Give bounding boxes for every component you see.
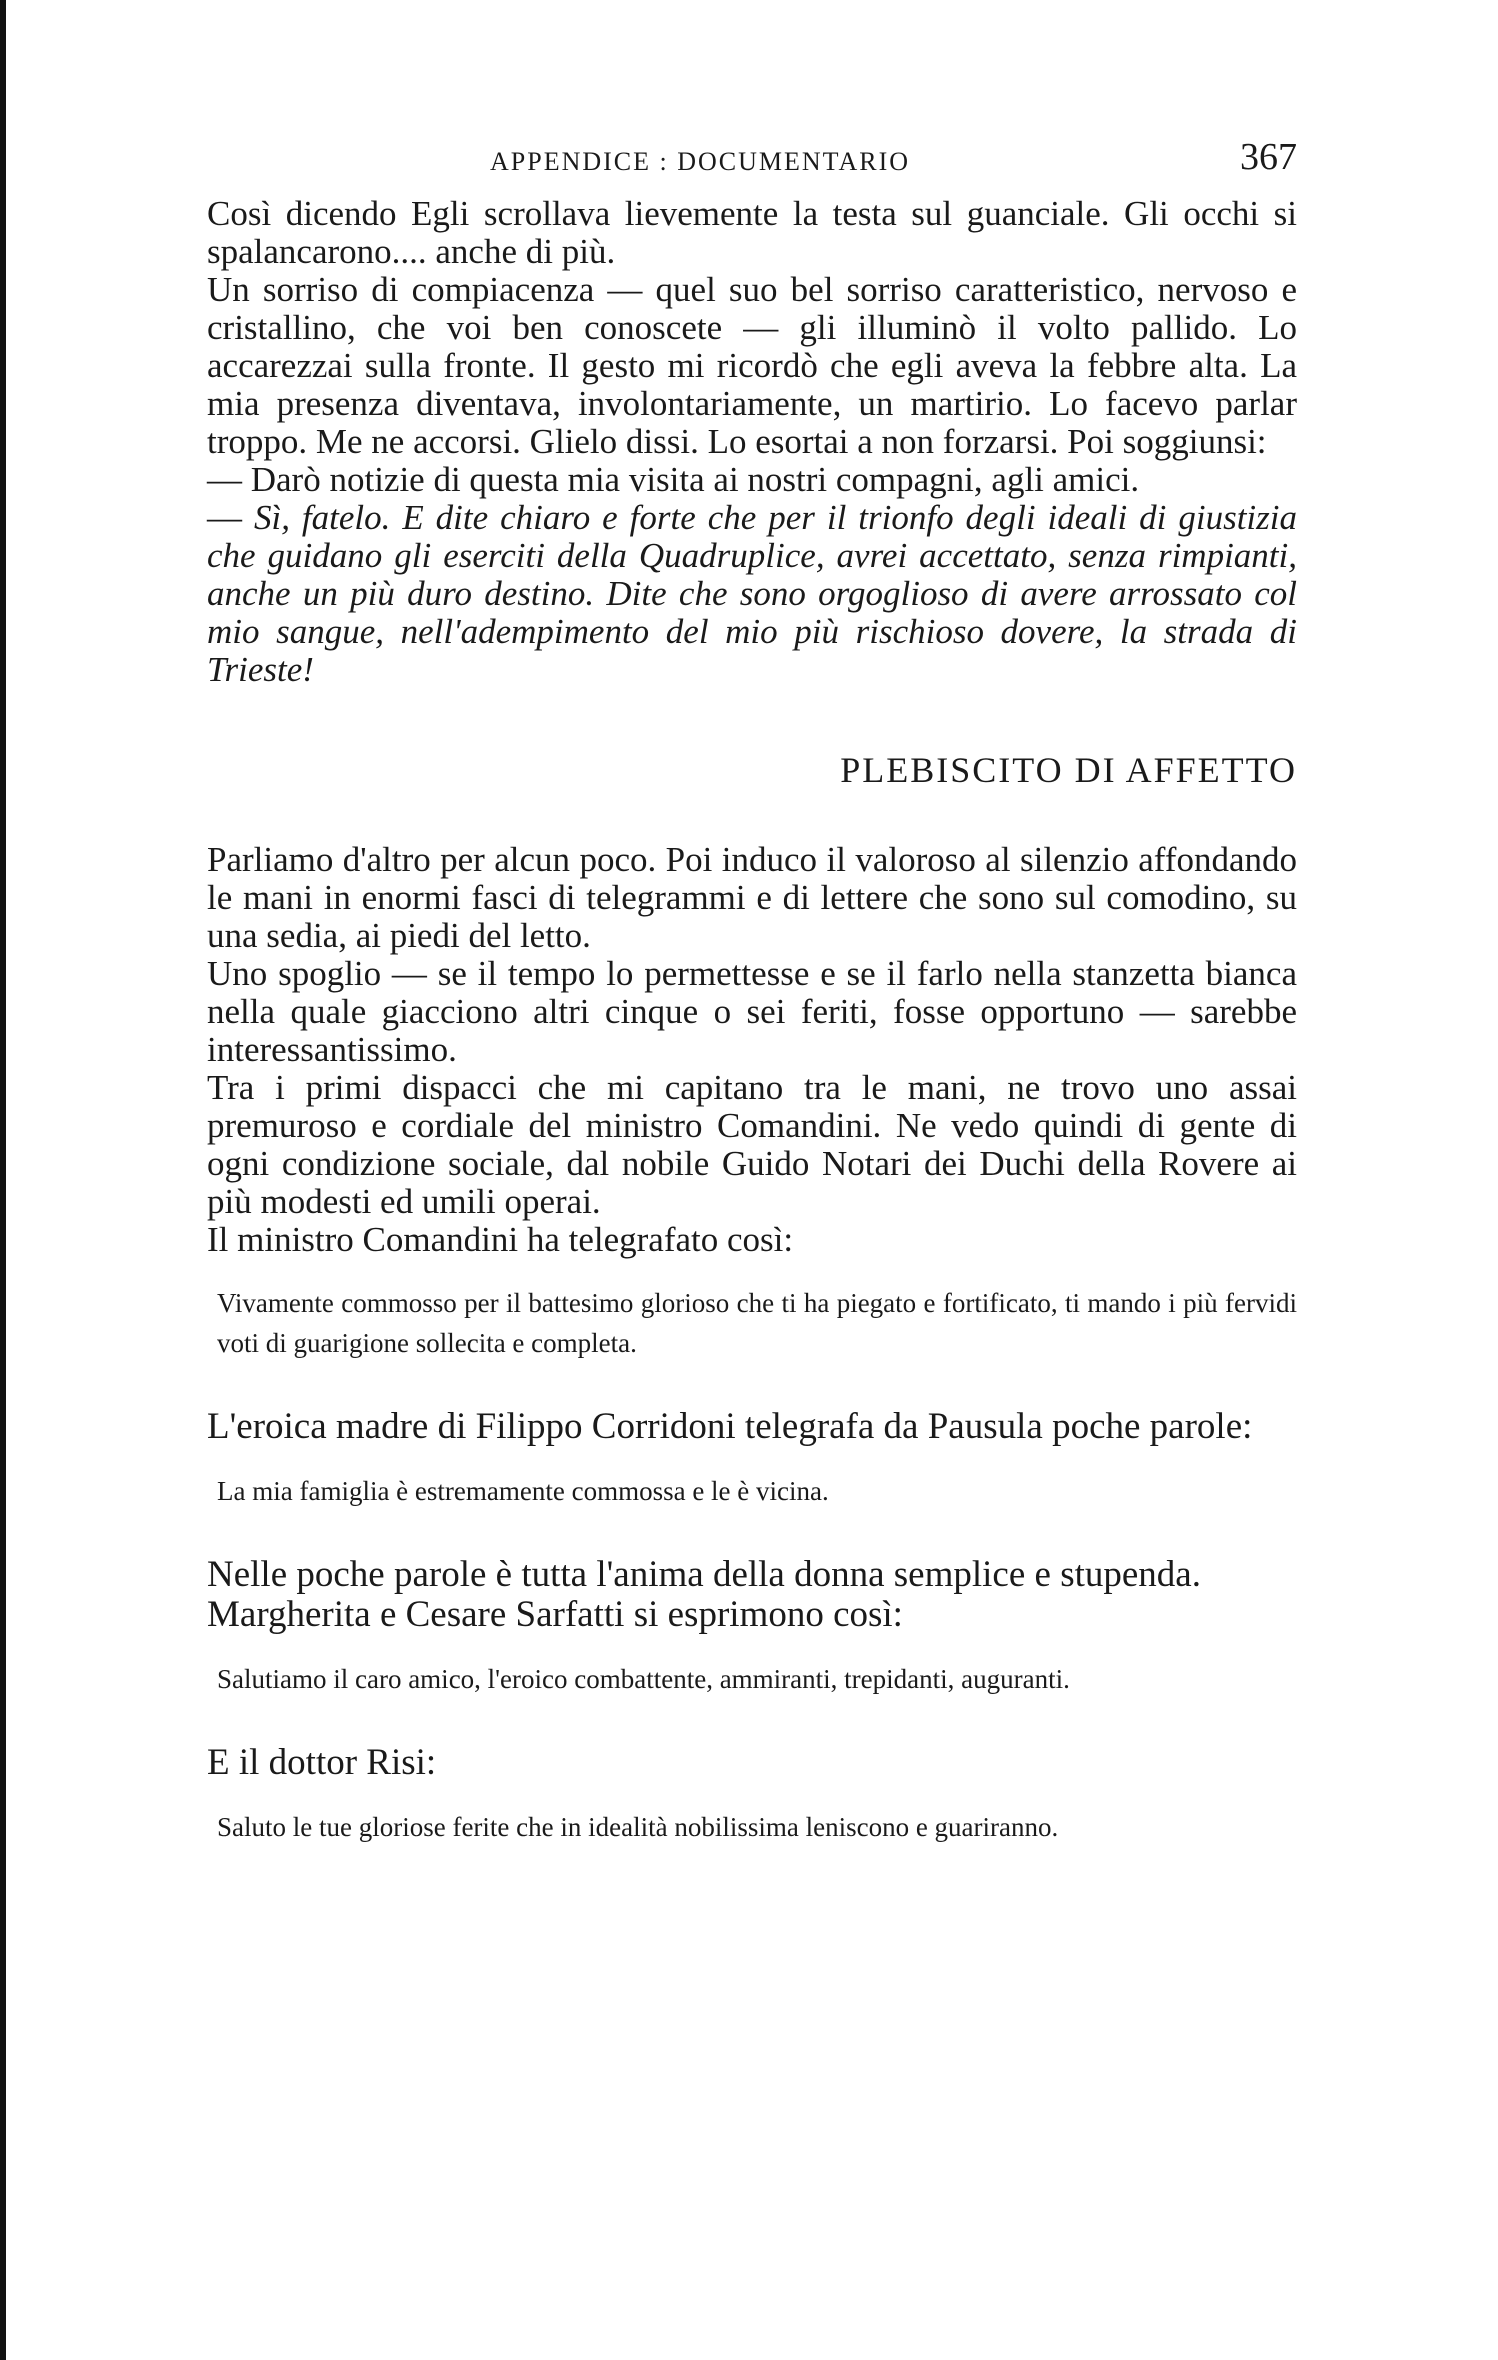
- paragraph-9: L'eroica madre di Filippo Corridoni telegrafa da Pausula poche parole:: [207, 1406, 1253, 1447]
- spacer: [207, 1783, 1297, 1807]
- paragraph-5: Parliamo d'altro per alcun poco. Poi induco il valoroso al silenzio affondando le mani in enormi fasci di telegrammi e di lettere che sono sul comodino, su una sedia, ai piedi del letto.: [207, 840, 1297, 955]
- page-edge-rule: [0, 0, 6, 2360]
- running-head: [207, 135, 1297, 195]
- spacer: [207, 1511, 1297, 1555]
- paragraph-10: Nelle poche parole è tutta l'anima della donna semplice e stupenda.: [207, 1554, 1201, 1595]
- section-title: PLEBISCITO DI AFFETTO: [840, 750, 1297, 790]
- paragraph-1: Così dicendo Egli scrollava lievemente la testa sul guanciale. Gli occhi si spalancarono.... anche di più.: [207, 194, 1297, 271]
- page-number: 367: [1240, 136, 1297, 178]
- running-title: APPENDICE : DOCUMENTARIO: [490, 147, 911, 176]
- spacer: [207, 1699, 1297, 1743]
- telegram-quote-4: Saluto le tue gloriose ferite che in idealità nobilissima leniscono e guariranno.: [217, 1812, 1059, 1842]
- spacer: [207, 1447, 1297, 1471]
- spacer: [207, 1259, 1297, 1283]
- telegram-quote-2: La mia famiglia è estremamente commossa e le è vicina.: [217, 1476, 829, 1506]
- paragraph-2: Un sorriso di compiacenza — quel suo bel sorriso caratteristico, nervoso e cristallino, che voi ben conoscete — gli illuminò il volto pallido. Lo accarezzai sulla fronte. Il gesto mi ricordò che egli aveva la febbre alta. La mia presenza diventava, involontariamente, un martirio. Lo facevo parlar troppo. Me ne accorsi. Glielo dissi. Lo esortai a non forzarsi. Poi soggiunsi:: [207, 270, 1297, 461]
- paragraph-6: Uno spoglio — se il tempo lo permettesse e se il farlo nella stanzetta bianca nella quale giacciono altri cinque o sei feriti, fosse opportuno — sarebbe interessantissimo.: [207, 954, 1297, 1069]
- italic-quotation: Sì, fatelo. E dite chiaro e forte che per il trionfo degli ideali di giustizia che guidano gli eserciti della Quadruplice, avrei accettato, senza rimpianti, anche un più duro destino. Dite che sono orgoglioso di avere arrossato col mio sangue, nell'adempimento del mio più rischioso dovere, la strada di Trieste!: [207, 498, 1298, 689]
- paragraph-7: Tra i primi dispacci che mi capitano tra le mani, ne trovo uno assai premuroso e cordiale del ministro Comandini. Ne vedo quindi di gente di ogni condizione sociale, dal nobile Guido Notari dei Duchi della Rovere ai più modesti ed umili operai.: [207, 1068, 1297, 1221]
- paragraph-12: E il dottor Risi:: [207, 1742, 437, 1783]
- paragraph-11: Margherita e Cesare Sarfatti si esprimono così:: [207, 1594, 903, 1635]
- paragraph-8: Il ministro Comandini ha telegrafato così:: [207, 1220, 794, 1259]
- paragraph-3: — Darò notizie di questa mia visita ai nostri compagni, agli amici.: [207, 460, 1140, 499]
- spacer: [207, 1363, 1297, 1407]
- telegram-quote-3: Salutiamo il caro amico, l'eroico combattente, ammiranti, trepidanti, auguranti.: [217, 1664, 1070, 1694]
- dialogue-dash: —: [207, 498, 254, 537]
- book-page: [207, 135, 1297, 1847]
- spacer: [207, 1635, 1297, 1659]
- paragraph-4: [207, 499, 1297, 689]
- telegram-quote-1: Vivamente commosso per il battesimo glorioso che ti ha piegato e fortificato, ti mando i più fervidi voti di guarigione sollecita e completa.: [217, 1288, 1297, 1358]
